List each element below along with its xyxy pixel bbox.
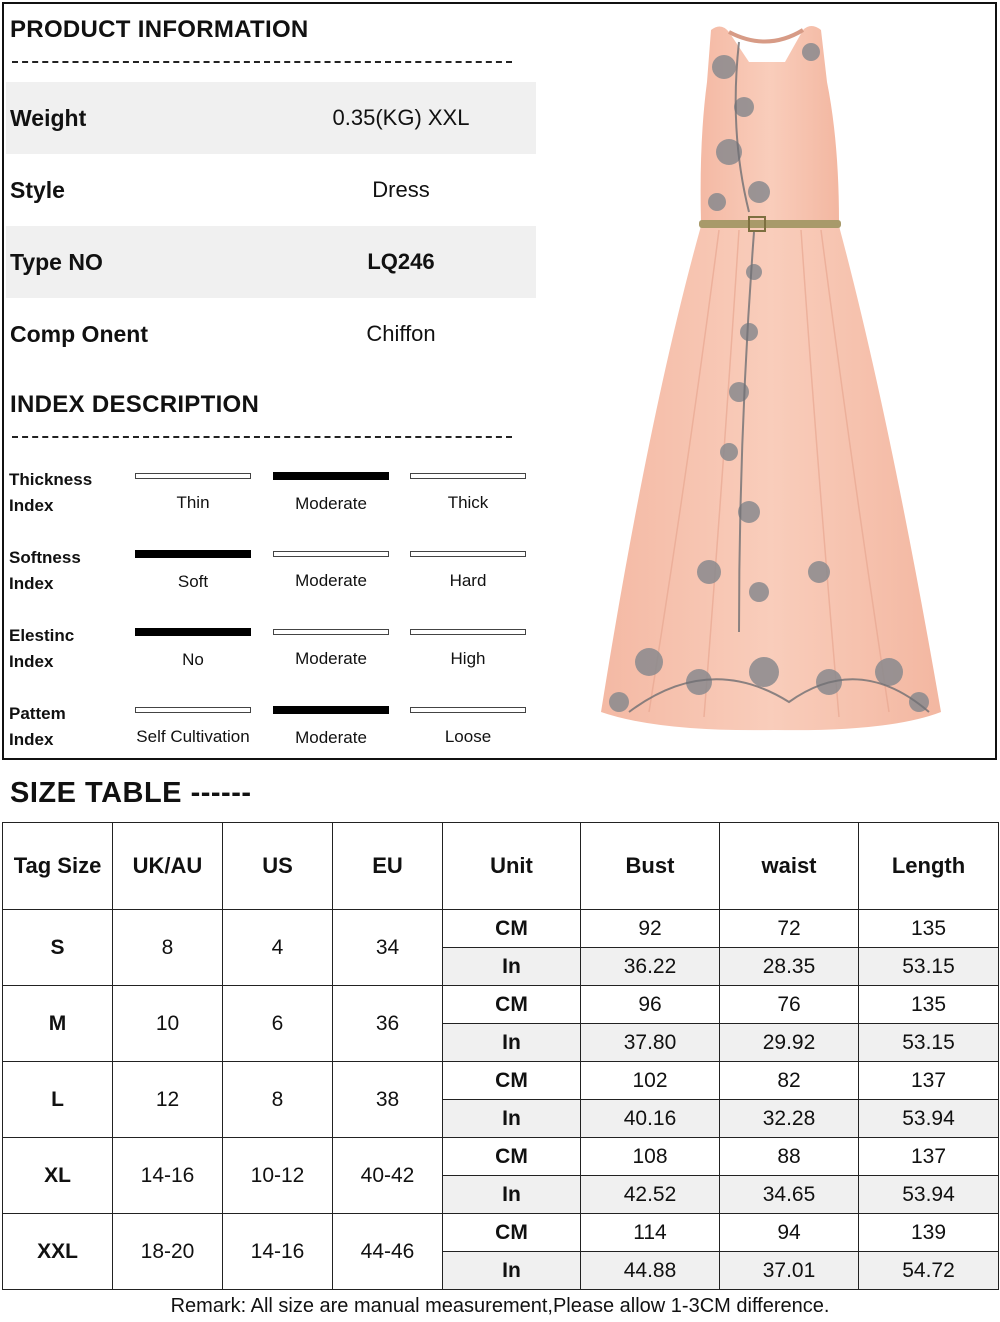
measure-cell: 28.35 [720, 948, 859, 986]
eu-cell: 44-46 [333, 1214, 443, 1290]
column-header: Unit [443, 823, 581, 910]
eu-cell: 34 [333, 910, 443, 986]
measure-cell: 92 [581, 910, 720, 948]
index-option [409, 473, 527, 513]
index-option-label: Loose [444, 727, 492, 746]
measure-cell: 37.01 [720, 1252, 859, 1290]
measure-cell: 37.80 [581, 1024, 720, 1062]
us-cell: 6 [223, 986, 333, 1062]
index-label [9, 545, 119, 597]
table-row [3, 910, 999, 948]
info-label: Weight [10, 105, 87, 131]
unit-cell: In [443, 948, 581, 986]
unit-cell: CM [443, 1138, 581, 1176]
column-header: Bust [581, 823, 720, 910]
index-option [272, 551, 390, 591]
product-info-title: PRODUCT INFORMATION [10, 16, 309, 43]
index-label-line: Softness [9, 548, 81, 567]
index-bar [410, 551, 526, 557]
uk-cell: 8 [113, 910, 223, 986]
us-cell: 14-16 [223, 1214, 333, 1290]
index-option-label: Thin [176, 493, 210, 512]
measure-cell: 53.94 [859, 1100, 999, 1138]
info-value: 0.35(KG) XXL [332, 105, 470, 130]
measure-cell: 53.15 [859, 1024, 999, 1062]
measure-cell: 108 [581, 1138, 720, 1176]
index-bar [273, 551, 389, 557]
measure-cell: 94 [720, 1214, 859, 1252]
info-row [6, 226, 536, 298]
index-option [134, 473, 252, 513]
index-option-label: Hard [449, 571, 487, 590]
table-row [3, 1138, 999, 1176]
measure-cell: 29.92 [720, 1024, 859, 1062]
measure-cell: 135 [859, 910, 999, 948]
info-label: Style [10, 177, 65, 203]
index-bar [410, 629, 526, 635]
index-bar-selected [135, 628, 251, 636]
size-cell: S [3, 910, 113, 986]
index-row [4, 467, 544, 545]
uk-cell: 14-16 [113, 1138, 223, 1214]
index-option-label: Moderate [295, 649, 367, 668]
measure-cell: 53.94 [859, 1176, 999, 1214]
measure-cell: 44.88 [581, 1252, 720, 1290]
index-label-line: Pattem [9, 704, 66, 723]
index-option-label: High [450, 649, 486, 668]
index-option-label: Thick [447, 493, 489, 512]
size-cell: L [3, 1062, 113, 1138]
index-option-label: Moderate [295, 494, 367, 513]
index-option [409, 551, 527, 591]
info-row [6, 154, 536, 226]
eu-cell: 38 [333, 1062, 443, 1138]
index-label-line: Index [9, 652, 54, 671]
column-header: Tag Size [3, 823, 113, 910]
measure-cell: 137 [859, 1138, 999, 1176]
index-option [134, 550, 252, 592]
column-header: US [223, 823, 333, 910]
measure-cell: 32.28 [720, 1100, 859, 1138]
measure-cell: 53.15 [859, 948, 999, 986]
size-table-title: SIZE TABLE ------ [10, 777, 252, 809]
measure-cell: 88 [720, 1138, 859, 1176]
measure-cell: 139 [859, 1214, 999, 1252]
uk-cell: 10 [113, 986, 223, 1062]
table-row [3, 986, 999, 1024]
measure-cell: 135 [859, 986, 999, 1024]
index-row [4, 545, 544, 623]
measure-cell: 34.65 [720, 1176, 859, 1214]
measure-cell: 72 [720, 910, 859, 948]
info-value: Chiffon [366, 321, 436, 346]
index-option [134, 707, 252, 747]
index-option [134, 628, 252, 670]
table-row [3, 1214, 999, 1252]
us-cell: 4 [223, 910, 333, 986]
index-label [9, 701, 119, 753]
measure-cell: 54.72 [859, 1252, 999, 1290]
dashed-divider [12, 436, 512, 438]
uk-cell: 18-20 [113, 1214, 223, 1290]
index-option [272, 472, 390, 514]
size-cell: XL [3, 1138, 113, 1214]
index-option-label: No [182, 650, 204, 669]
index-bar-selected [273, 706, 389, 714]
info-value: LQ246 [367, 249, 435, 274]
uk-cell: 12 [113, 1062, 223, 1138]
index-option-label: Moderate [295, 571, 367, 590]
index-bar-selected [273, 472, 389, 480]
info-row [6, 298, 536, 370]
measure-cell: 102 [581, 1062, 720, 1100]
index-bar [135, 707, 251, 713]
index-option [409, 707, 527, 747]
info-row [6, 82, 536, 154]
size-table [2, 822, 999, 1290]
unit-cell: In [443, 1176, 581, 1214]
measure-cell: 96 [581, 986, 720, 1024]
measure-cell: 114 [581, 1214, 720, 1252]
unit-cell: CM [443, 1214, 581, 1252]
index-bar [273, 629, 389, 635]
index-bar-selected [135, 550, 251, 558]
index-label-line: Index [9, 574, 54, 593]
index-description-title: INDEX DESCRIPTION [10, 391, 260, 418]
column-header: UK/AU [113, 823, 223, 910]
unit-cell: CM [443, 986, 581, 1024]
index-option-label: Self Cultivation [136, 727, 250, 746]
index-row [4, 623, 544, 701]
dress-image [589, 12, 959, 752]
remark-note: Remark: All size are manual measurement,Please allow 1-3CM difference. [170, 1295, 830, 1317]
eu-cell: 40-42 [333, 1138, 443, 1214]
info-label: Type NO [10, 249, 103, 275]
table-row [3, 1062, 999, 1100]
index-label-line: Elestinc [9, 626, 75, 645]
index-label-line: Thickness [9, 470, 93, 489]
column-header: waist [720, 823, 859, 910]
measure-cell: 42.52 [581, 1176, 720, 1214]
index-bar [410, 707, 526, 713]
measure-cell: 36.22 [581, 948, 720, 986]
unit-cell: In [443, 1100, 581, 1138]
index-label-line: Index [9, 496, 54, 515]
index-bar [135, 473, 251, 479]
index-option-label: Soft [177, 572, 209, 591]
column-header: EU [333, 823, 443, 910]
index-option [272, 629, 390, 669]
index-option-label: Moderate [295, 728, 367, 747]
index-bar [410, 473, 526, 479]
unit-cell: In [443, 1024, 581, 1062]
unit-cell: In [443, 1252, 581, 1290]
measure-cell: 137 [859, 1062, 999, 1100]
info-value: Dress [372, 177, 430, 202]
us-cell: 8 [223, 1062, 333, 1138]
measure-cell: 82 [720, 1062, 859, 1100]
product-info-panel [2, 2, 997, 760]
index-row [4, 701, 544, 779]
index-label [9, 467, 119, 519]
us-cell: 10-12 [223, 1138, 333, 1214]
index-option [409, 629, 527, 669]
measure-cell: 76 [720, 986, 859, 1024]
column-header: Length [859, 823, 999, 910]
measure-cell: 40.16 [581, 1100, 720, 1138]
index-option [272, 706, 390, 748]
size-cell: XXL [3, 1214, 113, 1290]
index-label-line: Index [9, 730, 54, 749]
size-cell: M [3, 986, 113, 1062]
dashed-divider [12, 61, 512, 63]
unit-cell: CM [443, 1062, 581, 1100]
unit-cell: CM [443, 910, 581, 948]
info-label: Comp Onent [10, 321, 148, 347]
index-label [9, 623, 119, 675]
eu-cell: 36 [333, 986, 443, 1062]
size-table-header [3, 823, 999, 910]
